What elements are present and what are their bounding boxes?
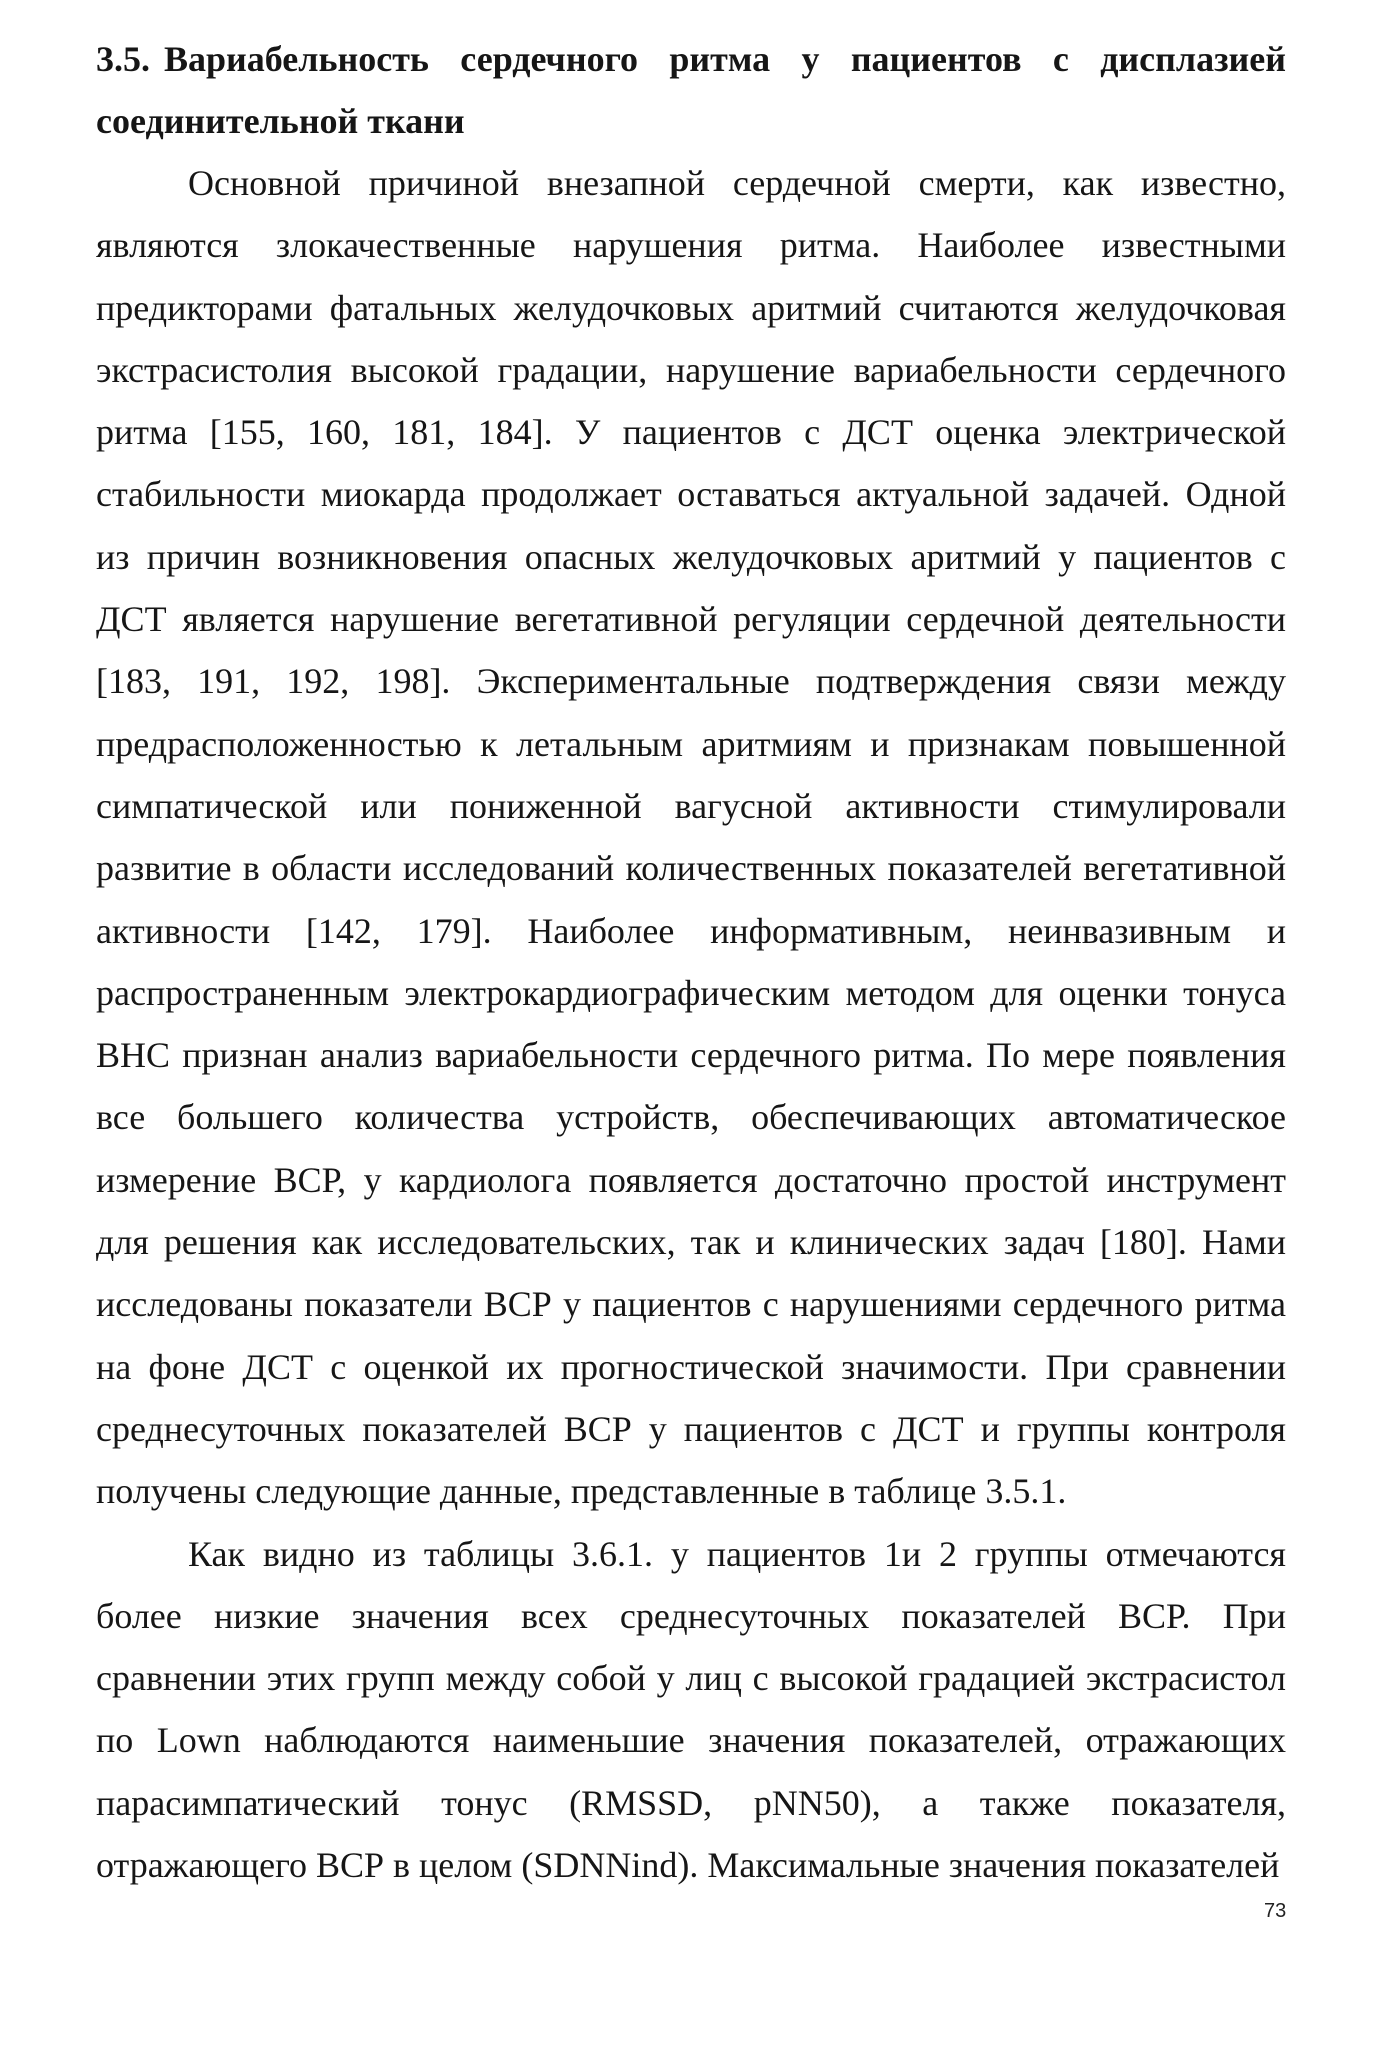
page-number: 73 (1264, 1900, 1287, 1922)
paragraph-1: Основной причиной внезапной сердечной смерти, как известно, являются злокачественные нарушения ритма. Наиболее известными предикторами фатальных желудочковых аритмий считаются желудочковая экстрасистолия высокой градации, нарушение вариабельности сердечного ритма [155, 160, 181, 184]. У пациентов с ДСТ оценка электрической стабильности миокарда продолжает оставаться актуальной задачей. Одной из причин возникновения опасных желудочковых аритмий у пациентов с ДСТ является нарушение вегетативной регуляции сердечной деятельности [183, 191, 192, 198]. Экспериментальные подтверждения связи между предрасположенностью к летальным аритмиям и признакам повышенной симпатической или пониженной вагусной активности стимулировали развитие в области исследований количественных показателей вегетативной активности [142, 179]. Наиболее информативным, неинвазивным и распространенным электрокардиографическим методом для оценки тонуса ВНС признан анализ вариабельности сердечного ритма. По мере появления все большего количества устройств, обеспечивающих автоматическое измерение ВСР, у кардиолога появляется достаточно простой инструмент для решения как исследовательских, так и клинических задач [180]. Нами исследованы показатели ВСР у пациентов с нарушениями сердечного ритма на фоне ДСТ с оценкой их прогностической значимости. При сравнении среднесуточных показателей ВСР у пациентов с ДСТ и группы контроля получены следующие данные, представленные в таблице 3.5.1. (96, 163, 1286, 1512)
document-page (96, 28, 1286, 1896)
section-heading (96, 28, 1286, 152)
section-number: 3.5. (96, 39, 150, 79)
section-title: Вариабельность сердечного ритма у пациентов с дисплазией соединительной ткани (96, 39, 1286, 141)
paragraph-2: Как видно из таблицы 3.6.1. у пациентов 1и 2 группы отмечаются более низкие значения всех среднесуточных показателей ВСР. При сравнении этих групп между собой у лиц с высокой градацией экстрасистол по Lown наблюдаются наименьшие значения показателей, отражающих парасимпатический тонус (RMSSD, pNN50), а также показателя, отражающего ВСР в целом (SDNNind). Максимальные значения показателей (96, 1533, 1286, 1886)
